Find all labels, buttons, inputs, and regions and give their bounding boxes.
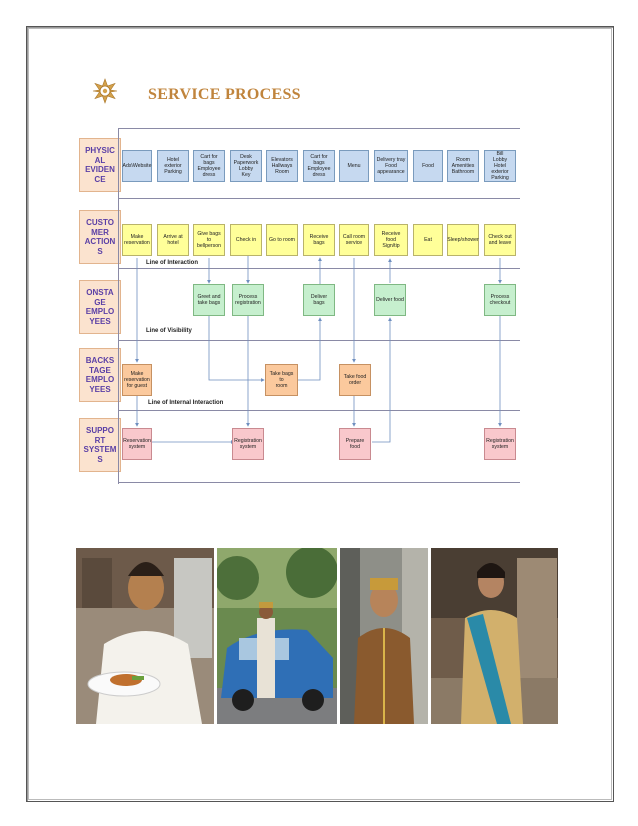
physical-evidence-item: Food xyxy=(413,150,443,182)
customer-action-item: Give bags to bellperson xyxy=(193,224,225,256)
physical-evidence-item: Desk Paperwork Lobby Key xyxy=(230,150,262,182)
onstage-action-item: Greet and take bags xyxy=(193,284,225,316)
customer-action-item: Go to room xyxy=(266,224,298,256)
lane-label-onstage-employees: ONSTA GE EMPLO YEES xyxy=(79,280,121,334)
lane-label-backstage-employees: BACKS TAGE EMPLO YEES xyxy=(79,348,121,402)
customer-action-item: Receive bags xyxy=(303,224,335,256)
onstage-action-item: Deliver bags xyxy=(303,284,335,316)
photo-doorman-car xyxy=(217,548,337,724)
customer-action-item: Sleep/shower xyxy=(447,224,479,256)
page-title: SERVICE PROCESS xyxy=(148,86,301,103)
physical-evidence-item: Room Amenities Bathroom xyxy=(447,150,479,182)
star-logo-icon xyxy=(92,78,118,104)
customer-action-item: Check in xyxy=(230,224,262,256)
customer-action-item: Eat xyxy=(413,224,443,256)
physical-evidence-item: Elevators Hallways Room xyxy=(266,150,298,182)
physical-evidence-item: Cart for bags Employee dress xyxy=(303,150,335,182)
line-of-visibility-label: Line of Visibility xyxy=(146,328,192,334)
photo-bellman xyxy=(340,548,428,724)
photo-woman-saree xyxy=(431,548,558,724)
backstage-action-item: Take food order xyxy=(339,364,371,396)
physical-evidence-item: Menu xyxy=(339,150,369,182)
customer-action-item: Check out and leave xyxy=(484,224,516,256)
onstage-action-item: Process checkout xyxy=(484,284,516,316)
support-system-item: Reservation system xyxy=(122,428,152,460)
customer-action-item: Receive food Sign/tip xyxy=(374,224,408,256)
lane-label-support-systems: SUPPO RT SYSTEM S xyxy=(79,418,121,472)
customer-action-item: Make reservation xyxy=(122,224,152,256)
physical-evidence-item: Hotel exterior Parking xyxy=(157,150,189,182)
lane-label-customer-actions: CUSTO MER ACTION S xyxy=(79,210,121,264)
physical-evidence-item: Bill Lobby Hotel exterior Parking xyxy=(484,150,516,182)
backstage-action-item: Take bags to room xyxy=(265,364,298,396)
physical-evidence-item: Ads\Website xyxy=(122,150,152,182)
support-system-item: Prepare food xyxy=(339,428,371,460)
photo-chef xyxy=(76,548,214,724)
customer-action-item: Call room service xyxy=(339,224,369,256)
lane-label-physical-evidence: PHYSIC AL EVIDEN CE xyxy=(79,138,121,192)
support-system-item: Registration system xyxy=(232,428,264,460)
line-of-interaction-label: Line of Interaction xyxy=(146,260,199,266)
customer-action-item: Arrive at hotel xyxy=(157,224,189,256)
backstage-action-item: Make reservation for guest xyxy=(122,364,152,396)
line-of-internal-interaction-label: Line of Internal Interaction xyxy=(148,400,224,406)
onstage-action-item: Process registration xyxy=(232,284,264,316)
service-blueprint-diagram xyxy=(76,126,520,484)
support-system-item: Registration system xyxy=(484,428,516,460)
physical-evidence-item: Delivery tray Food appearance xyxy=(374,150,408,182)
physical-evidence-item: Cart for bags Employee dress xyxy=(193,150,225,182)
onstage-action-item: Deliver food xyxy=(374,284,406,316)
